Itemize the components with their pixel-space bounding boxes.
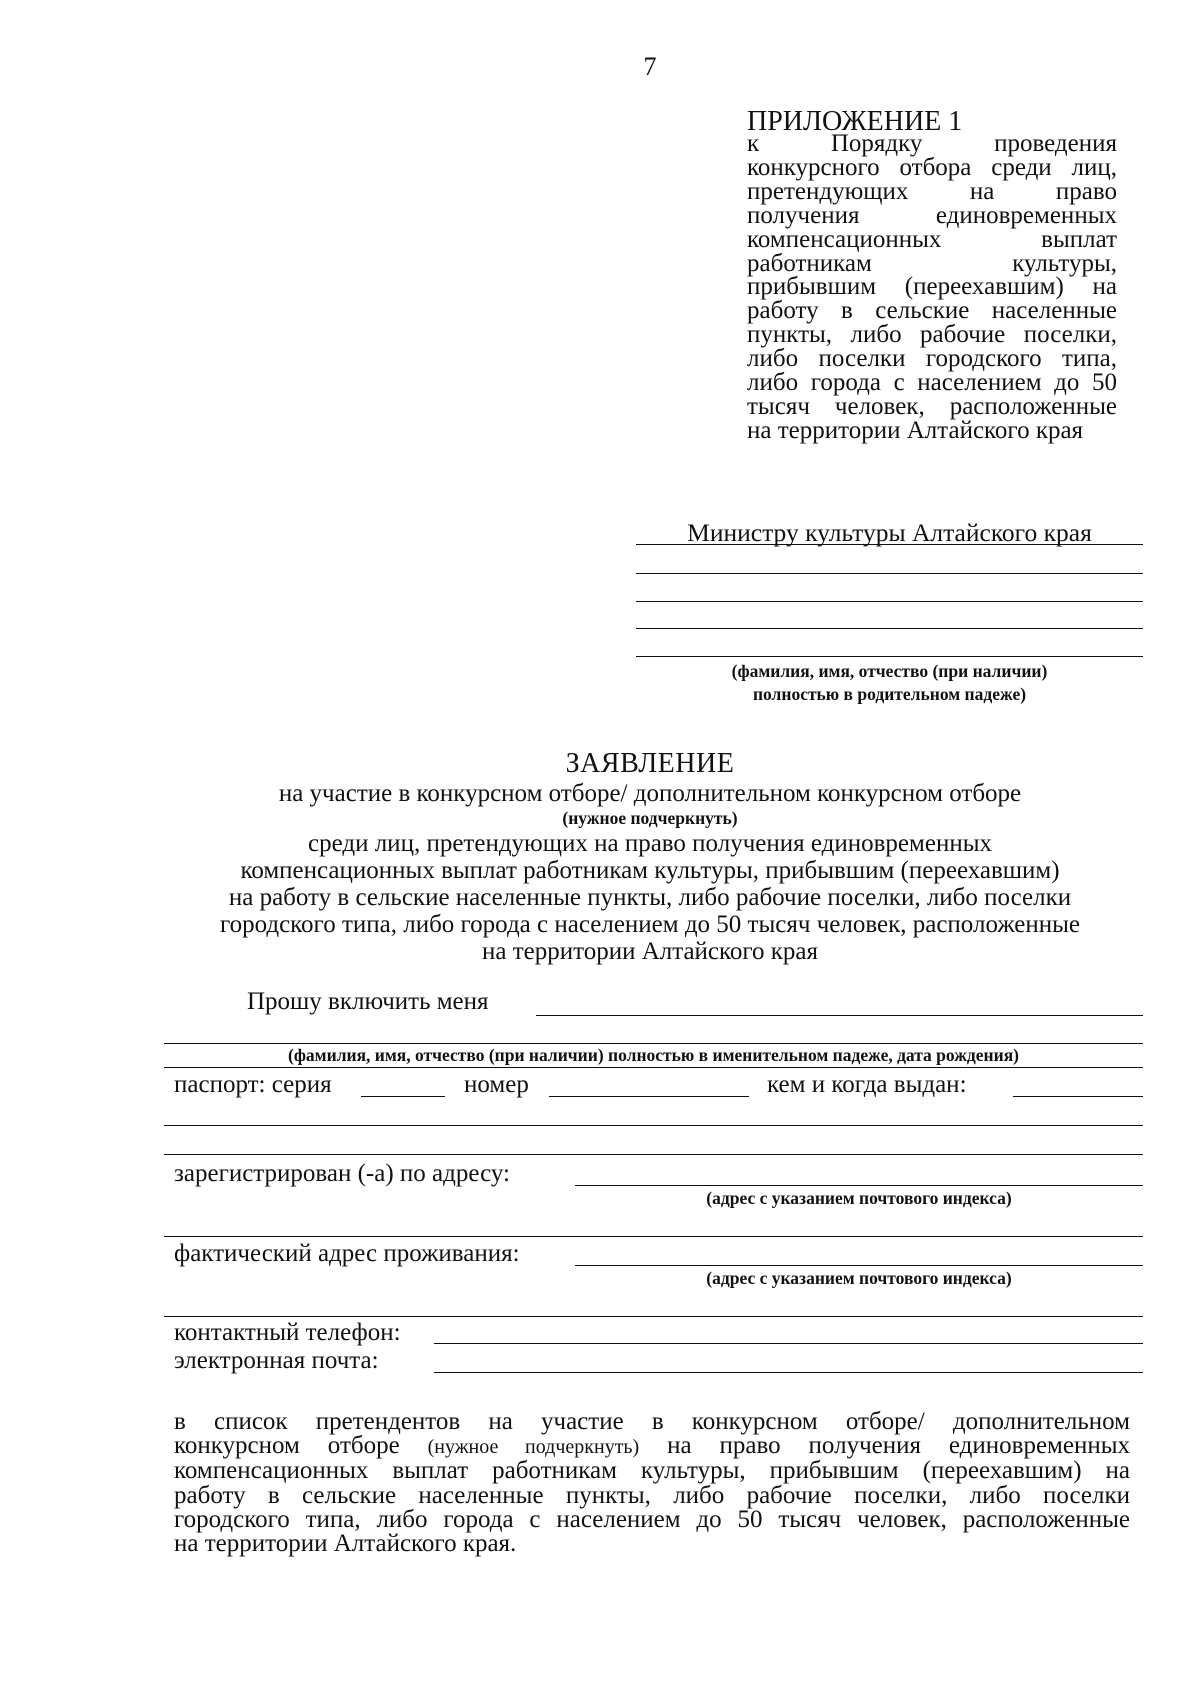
appendix-line: к Порядку проведения [747,130,1117,157]
addressee-name-line[interactable] [636,656,1143,657]
addressee-caption: полностью в родительном падеже) [752,684,1027,704]
appendix-line: прибывшим (переехавшим) на [747,273,1117,301]
appendix-line: на территории Алтайского края [747,416,1084,444]
passport-number-field[interactable] [549,1096,749,1097]
final-line-end: на право получения единовременных [667,1432,1131,1460]
actual-address-field-2[interactable] [164,1316,1143,1317]
phone-label: контактный телефон: [174,1319,401,1346]
statement-line: на территории Алтайского края [481,938,819,965]
request-label: Прошу включить меня [247,988,489,1015]
appendix-line: претендующих на право [747,177,1117,205]
registered-address-field-2[interactable] [164,1236,1143,1237]
applicant-name-field[interactable] [536,1015,1143,1016]
appendix-line: либо города с населением до 50 [747,369,1117,397]
registered-address-caption: (адрес с указанием почтового индекса) [706,1188,1012,1208]
final-line [174,1434,1130,1459]
statement-line: компенсационных выплат работникам культуры, прибывшим (переехавшим) [240,857,1060,884]
final-line: в список претендентов на участие в конкурсном отборе/ дополнительном [174,1408,1130,1435]
final-line: работу в сельские населенные пункты, либо рабочие поселки, либо поселки [174,1481,1130,1509]
statement-title: ЗАЯВЛЕНИЕ [565,748,735,779]
appendix-line: получения единовременных [747,201,1117,229]
actual-address-label: фактический адрес проживания: [174,1240,520,1267]
appendix-line: пункты, либо рабочие поселки, [747,321,1117,349]
addressee-name-line[interactable] [636,573,1143,574]
applicant-name-field-2[interactable] [164,1043,1143,1044]
appendix-title: ПРИЛОЖЕНИЕ 1 [747,106,963,137]
registered-address-field[interactable] [575,1185,1143,1186]
addressee-text: Министру культуры Алтайского края [687,518,1092,547]
passport-issued-label: кем и когда выдан: [767,1071,967,1098]
appendix-line: работу в сельские населенные [747,297,1117,325]
final-line: компенсационных выплат работникам культуры, прибывшим (переехавшим) на [174,1457,1130,1485]
applicant-name-caption: (фамилия, имя, отчество (при наличии) полностью в именительном падеже, дата рождения) [288,1045,1019,1065]
appendix-line: либо поселки городского типа, [747,345,1117,373]
actual-address-caption: (адрес с указанием почтового индекса) [706,1268,1012,1288]
passport-series-field[interactable] [361,1096,445,1097]
statement-line: городского типа, либо города с населением до 50 тысяч человек, расположенные [219,911,1081,938]
statement-line: на работу в сельские населенные пункты, либо рабочие поселки, либо поселки [228,884,1072,911]
addressee-caption: (фамилия, имя, отчество (при наличии) [731,661,1048,681]
email-label: электронная почта: [174,1347,379,1374]
page-number: 7 [643,52,657,81]
passport-number-label: номер [464,1071,529,1098]
appendix-line: тысяч человек, расположенные [747,392,1117,420]
final-line: городского типа, либо города с населением до 50 тысяч человек, расположенные [174,1505,1130,1533]
passport-series-label: паспорт: серия [174,1071,332,1098]
final-paragraph [174,1410,1130,1556]
passport-issued-field-2[interactable] [164,1125,1143,1126]
appendix-line: компенсационных выплат [747,225,1117,253]
email-field[interactable] [434,1372,1143,1373]
registered-address-label: зарегистрирован (-а) по адресу: [174,1160,510,1187]
statement-line: среди лиц, претендующих на право получения единовременных [308,830,992,857]
addressee-name-line[interactable] [636,601,1143,602]
final-underline-note: (нужное подчеркнуть) [427,1436,640,1459]
addressee-line [636,544,1143,545]
final-line-start: конкурсном отборе [174,1432,400,1460]
addressee-name-line[interactable] [636,628,1143,629]
passport-issued-field-3[interactable] [164,1154,1143,1155]
final-line: на территории Алтайского края. [174,1530,517,1558]
caption-underline [164,1067,1143,1068]
underline-note: (нужное подчеркнуть) [562,808,738,828]
appendix-line: конкурсного отбора среди лиц, [747,153,1117,181]
appendix-text [747,132,1117,443]
actual-address-field[interactable] [575,1265,1143,1266]
statement-subtitle: на участие в конкурсном отборе/ дополнительном конкурсном отборе [278,780,1022,807]
appendix-line: работникам культуры, [747,249,1117,277]
passport-issued-field[interactable] [1013,1096,1143,1097]
phone-field[interactable] [434,1343,1143,1344]
